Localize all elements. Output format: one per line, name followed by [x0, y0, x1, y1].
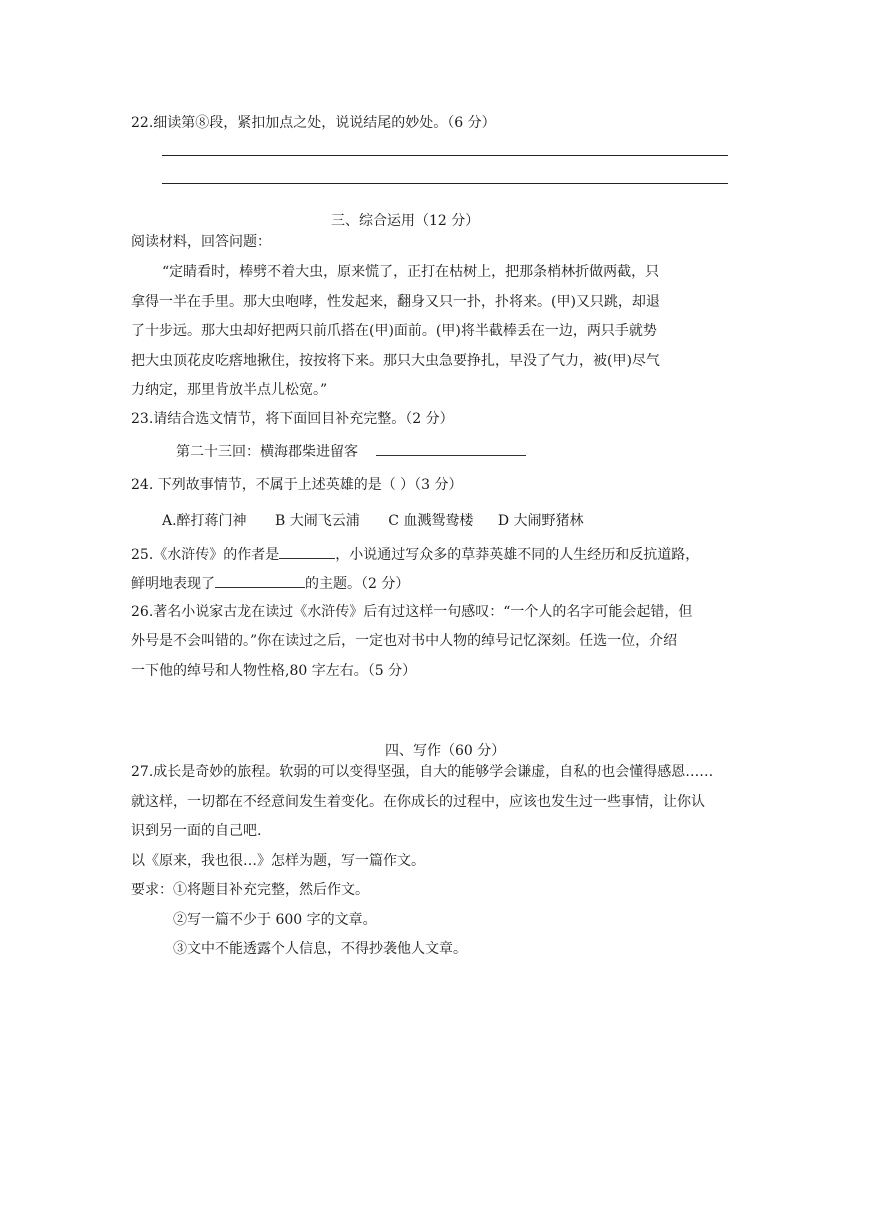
q25-part-2: ，小说通过写众多的草莽英雄不同的人生经历和反抗道路，: [335, 547, 700, 563]
option-b: B 大闹飞云浦: [275, 513, 360, 529]
requirements-label: 要求：: [131, 882, 173, 898]
passage-line-4: 把大虫顶花皮吃瘩地揪住，按按将下来。那只大虫急要挣扎，早没了气力，被(甲)尽气: [131, 353, 660, 369]
question-23: 23.请结合选文情节，将下面回目补充完整。（2 分）: [131, 411, 454, 427]
writing-topic: 以《原来，我也很…》怎样为题，写一篇作文。: [131, 853, 425, 869]
writing-prompt-line-1: 27.成长是奇妙的旅程。软弱的可以变得坚强，自大的能够学会谦虚，自私的也会懂得感恩……: [131, 764, 714, 780]
question-26-line-2: 外号是不会叫错的。”你在读过之后，一定也对书中人物的绰号记忆深刻。任选一位，介绍: [131, 633, 678, 649]
option-c: C 血溅鸳鸯楼: [388, 513, 474, 529]
answer-line-1: [162, 155, 728, 156]
writing-prompt-line-3: 识到另一面的自己吧.: [131, 823, 262, 839]
question-24: 24. 下列故事情节，不属于上述英雄的是（ ）（3 分）: [131, 477, 463, 493]
theme-blank[interactable]: [215, 571, 305, 588]
question-24-options: [162, 511, 584, 531]
question-25-line-2: [131, 571, 409, 594]
question-26-line-1: 26.著名小说家古龙在读过《水浒传》后有过这样一句感叹：“一个人的名字可能会起错，但: [131, 604, 693, 620]
q25-part-3: 鲜明地表现了: [131, 576, 215, 592]
chapter-blank[interactable]: [376, 439, 526, 456]
chapter-title-text: 第二十三回：横海郡柴进留客: [176, 444, 358, 460]
question-26-line-3: 一下他的绰号和人物性格,80 字左右。（5 分）: [131, 663, 417, 679]
author-blank[interactable]: [279, 542, 335, 559]
q25-part-4: 的主题。（2 分）: [305, 576, 410, 592]
passage-line-3: 了十步远。那大虫却好把两只前爪搭在(甲)面前。(甲)将半截棒丢在一边，两只手就势: [131, 323, 657, 339]
requirement-1: ①将题目补充完整，然后作文。: [173, 882, 369, 898]
requirements-line-1: [131, 880, 369, 900]
question-22: 22.细读第⑧段，紧扣加点之处，说说结尾的妙处。（6 分）: [131, 115, 496, 131]
q25-part-1: 25.《水浒传》的作者是: [131, 547, 280, 563]
passage-line-2: 拿得一半在手里。那大虫咆哮，性发起来，翻身又只一扑，扑将来。(甲)又只跳，却退: [131, 294, 660, 310]
passage-line-5: 力纳定，那里肯放半点儿松宽。”: [131, 382, 328, 398]
section-4-title: 四、写作（60 分）: [385, 743, 506, 759]
requirement-2: ②写一篇不少于 600 字的文章。: [173, 912, 377, 928]
writing-prompt-line-2: 就这样，一切都在不经意间发生着变化。在你成长的过程中，应该也发生过一些事情，让你认: [131, 794, 705, 810]
chapter-title: [176, 439, 526, 462]
requirement-3: ③文中不能透露个人信息，不得抄袭他人文章。: [173, 941, 467, 957]
section-3-title: 三、综合运用（12 分）: [331, 213, 480, 229]
answer-line-2: [162, 183, 728, 184]
option-a: A.醉打蒋门神: [162, 513, 247, 529]
passage-line-1: “定睛看时，棒劈不着大虫，原来慌了，正打在枯树上，把那条梢林折做两截，只: [162, 264, 660, 280]
question-25-line-1: [131, 542, 699, 565]
reading-instruction: 阅读材料，回答问题：: [131, 234, 271, 250]
option-d: D 大闹野猪林: [497, 513, 584, 529]
